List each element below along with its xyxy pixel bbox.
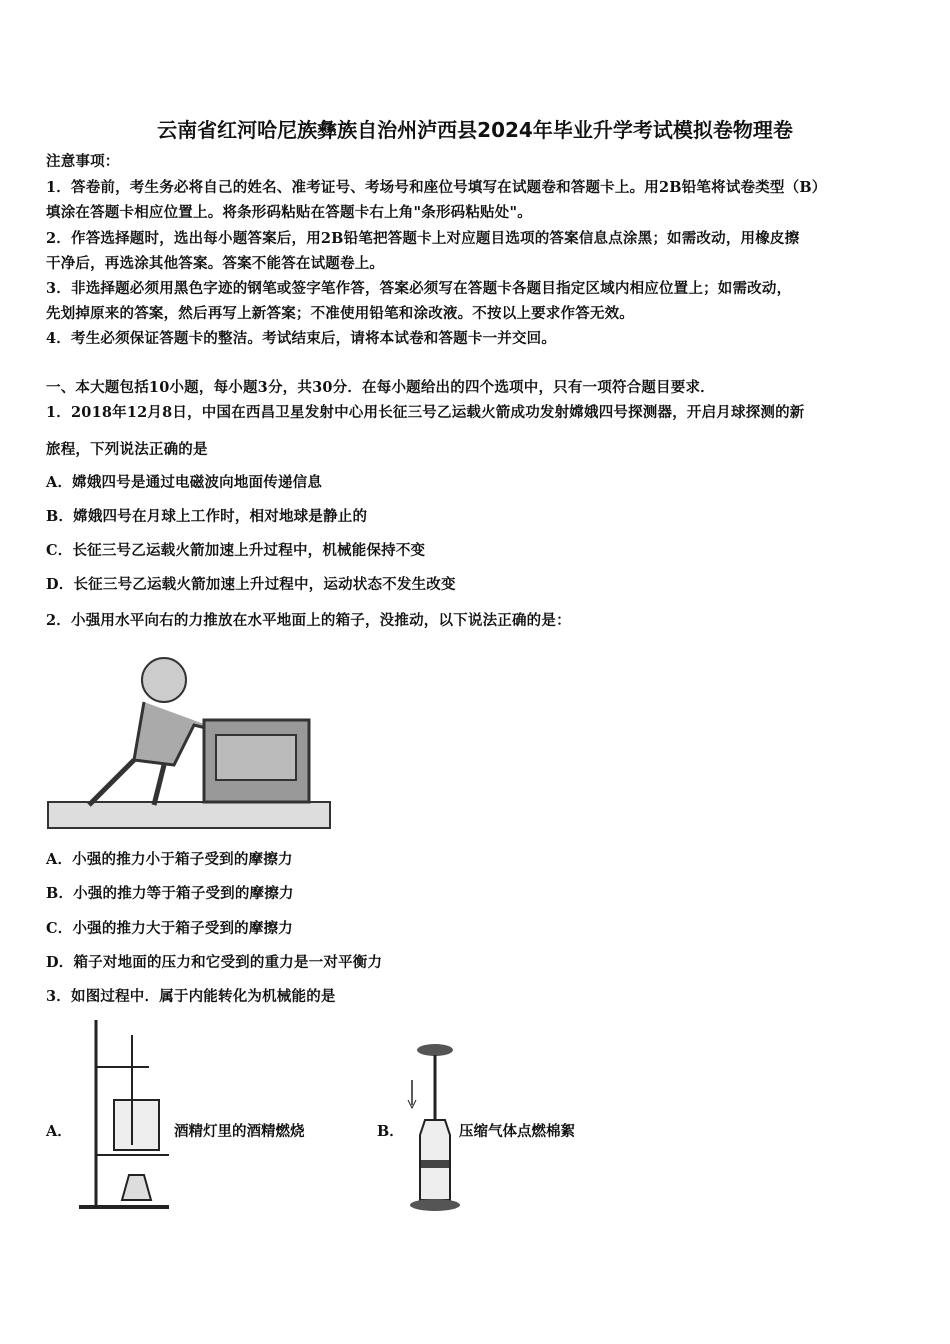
section-heading: 一、本大题包括10小题，每小题3分，共30分．在每小题给出的四个选项中，只有一项符合题目要求． <box>46 379 715 396</box>
q2-stem: 2．小强用水平向右的力推放在水平地面上的箱子，没推动，以下说法正确的是： <box>46 612 571 629</box>
notice-line: 4．考生必须保证答题卡的整洁。考试结束后，请将本试卷和答题卡一并交回。 <box>46 330 557 347</box>
air-compression-syringe-illustration <box>400 1040 460 1215</box>
q3-option-b-text: 压缩气体点燃棉絮 <box>459 1123 575 1140</box>
notice-line: 填涂在答题卡相应位置上。将条形码粘贴在答题卡右上角"条形码粘贴处"。 <box>46 204 532 221</box>
page-title: 云南省红河哈尼族彝族自治州泸西县2024年毕业升学考试模拟卷物理卷 <box>157 118 793 142</box>
q1-stem: 1．2018年12月8日，中国在西昌卫星发射中心用长征三号乙运载火箭成功发射嫦娥四号探测器，开启月球探测的新 <box>46 404 805 421</box>
q1-option-b: B．嫦娥四号在月球上工作时，相对地球是静止的 <box>46 508 368 525</box>
q2-option-c: C．小强的推力大于箱子受到的摩擦力 <box>46 920 293 937</box>
notice-line: 2．作答选择题时，选出每小题答案后，用2B铅笔把答题卡上对应题目选项的答案信息点涂黑；如需改动，用橡皮擦 <box>46 230 800 247</box>
q2-option-b: B．小强的推力等于箱子受到的摩擦力 <box>46 885 294 902</box>
notice-line: 1．答卷前，考生务必将自己的姓名、准考证号、考场号和座位号填写在试题卷和答题卡上。用2B铅笔将试卷类型（B） <box>46 179 827 196</box>
q2-option-a: A．小强的推力小于箱子受到的摩擦力 <box>46 851 293 868</box>
q1-option-d: D．长征三号乙运载火箭加速上升过程中，运动状态不发生改变 <box>46 576 456 593</box>
notice-heading: 注意事项： <box>46 153 120 170</box>
q3-option-b-letter: B． <box>377 1123 404 1140</box>
q2-option-d: D．箱子对地面的压力和它受到的重力是一对平衡力 <box>46 954 383 971</box>
q3-stem: 3．如图过程中．属于内能转化为机械能的是 <box>46 988 336 1005</box>
notice-line: 先划掉原来的答案，然后再写上新答案；不准使用铅笔和涂改液。不按以上要求作答无效。 <box>46 305 634 322</box>
boy-pushing-box-illustration <box>44 640 334 835</box>
q1-stem: 旅程，下列说法正确的是 <box>46 441 208 458</box>
q1-option-c: C．长征三号乙运载火箭加速上升过程中，机械能保持不变 <box>46 542 426 559</box>
q3-option-a-letter: A． <box>46 1123 72 1140</box>
alcohol-lamp-heating-illustration <box>74 1015 174 1215</box>
notice-line: 干净后，再选涂其他答案。答案不能答在试题卷上。 <box>46 255 385 272</box>
q3-option-a-text: 酒精灯里的酒精燃烧 <box>174 1123 305 1140</box>
notice-line: 3．非选择题必须用黑色字迹的钢笔或签字笔作答，答案必须写在答题卡各题目指定区域内相应位置上；如需改动， <box>46 280 792 297</box>
q1-option-a: A．嫦娥四号是通过电磁波向地面传递信息 <box>46 474 323 491</box>
